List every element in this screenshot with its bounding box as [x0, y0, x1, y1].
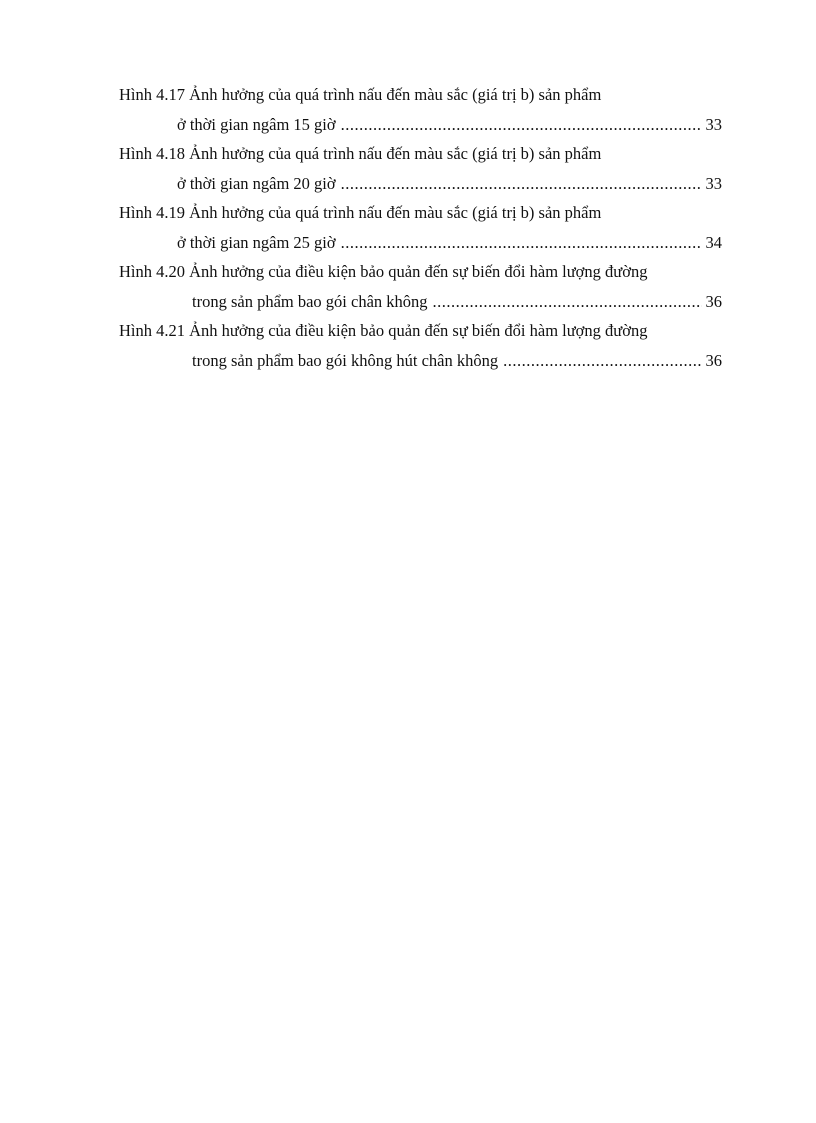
page-number: 36 — [705, 350, 722, 370]
caption-continuation-text: ở thời gian ngâm 15 giờ — [177, 114, 336, 134]
figure-entry-4-17[interactable] — [119, 80, 722, 139]
figure-caption-continuation — [119, 228, 722, 258]
dot-leader — [341, 228, 702, 258]
caption-continuation-text: ở thời gian ngâm 20 giờ — [177, 173, 336, 193]
caption-continuation-text: trong sản phẩm bao gói không hút chân không — [192, 350, 499, 370]
list-of-figures — [119, 80, 722, 375]
figure-caption-continuation — [119, 110, 722, 140]
page-number: 36 — [705, 291, 722, 311]
dot-leader — [341, 169, 702, 199]
figure-caption: Hình 4.20 Ảnh hưởng của điều kiện bảo quản đến sự biến đổi hàm lượng đường — [119, 262, 648, 281]
figure-entry-4-21[interactable] — [119, 316, 722, 375]
dot-leader — [503, 346, 701, 376]
figure-caption: Hình 4.18 Ảnh hưởng của quá trình nấu đến màu sắc (giá trị b) sản phẩm — [119, 144, 602, 163]
page-number: 34 — [705, 232, 722, 252]
figure-caption: Hình 4.19 Ảnh hưởng của quá trình nấu đến màu sắc (giá trị b) sản phẩm — [119, 203, 602, 222]
figure-entry-4-19[interactable] — [119, 198, 722, 257]
dot-leader — [341, 110, 702, 140]
figure-entry-4-20[interactable] — [119, 257, 722, 316]
figure-caption-continuation — [119, 287, 722, 317]
figure-caption: Hình 4.17 Ảnh hưởng của quá trình nấu đến màu sắc (giá trị b) sản phẩm — [119, 85, 602, 104]
dot-leader — [433, 287, 702, 317]
caption-continuation-text: ở thời gian ngâm 25 giờ — [177, 232, 336, 252]
page-number: 33 — [705, 173, 722, 193]
caption-continuation-text: trong sản phẩm bao gói chân không — [192, 291, 428, 311]
figure-caption: Hình 4.21 Ảnh hưởng của điều kiện bảo quản đến sự biến đổi hàm lượng đường — [119, 321, 648, 340]
figure-caption-continuation — [119, 346, 722, 376]
page-number: 33 — [705, 114, 722, 134]
figure-caption-continuation — [119, 169, 722, 199]
figure-entry-4-18[interactable] — [119, 139, 722, 198]
